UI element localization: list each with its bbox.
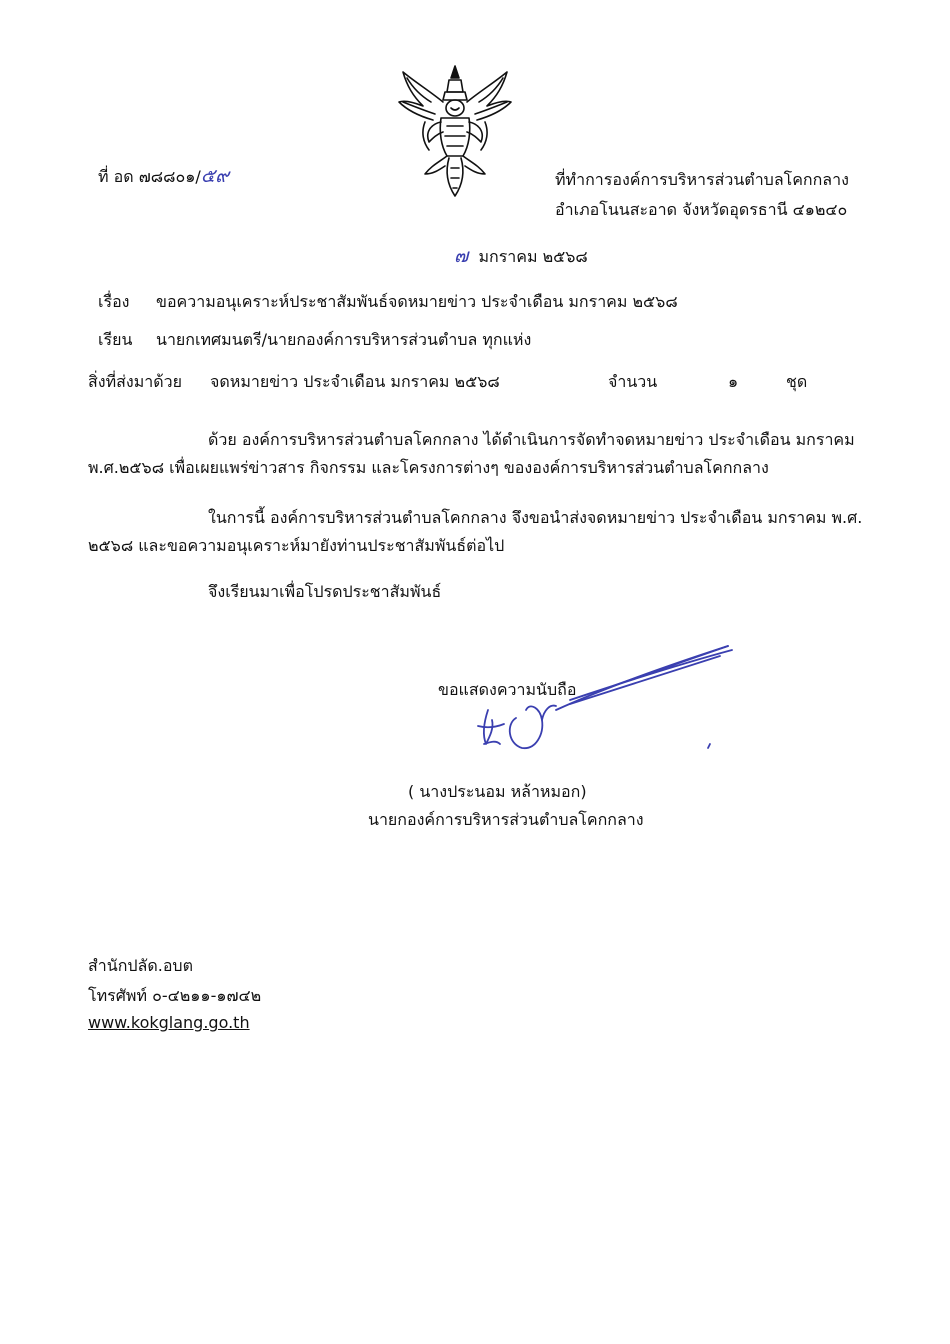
recipient-label: เรียน [98,330,133,349]
date-month-year: มกราคม ๒๕๖๘ [478,247,588,266]
reference-handwritten-number: ๕๙ [200,165,230,187]
reference-prefix: ที่ อด ๗๘๘๐๑/ [98,167,201,186]
paragraph2-line1: ในการนี้ องค์การบริหารส่วนตำบลโคกกลาง จึงขอนำส่งจดหมายข่าว ประจำเดือน มกราคม พ.ศ. [208,508,863,527]
footer-department: สำนักปลัด.อบต [88,956,193,975]
signer-title: นายกองค์การบริหารส่วนตำบลโคกกลาง [368,810,644,829]
paragraph2-line2: ๒๕๖๘ และขอความอนุเคราะห์มายังท่านประชาสัมพันธ์ต่อไป [88,536,505,555]
date-handwritten-day: ๗ [454,245,469,267]
closing-regards: ขอแสดงความนับถือ [438,680,577,699]
reference-number [98,166,229,187]
subject-label: เรื่อง [98,292,130,311]
enclosure-label: สิ่งที่ส่งมาด้วย [88,372,182,391]
handwritten-signature-icon [470,640,740,770]
paragraph3: จึงเรียนมาเพื่อโปรดประชาสัมพันธ์ [208,582,442,601]
enclosure-quantity-value: ๑ [728,372,739,391]
signer-name: ( นางประนอม หล้าหมอก) [408,782,587,801]
garuda-emblem-icon [395,62,515,202]
footer-phone: โทรศัพท์ ๐-๔๒๑๑-๑๗๔๒ [88,986,262,1005]
office-address-line2: อำเภอโนนสะอาด จังหวัดอุดรธานี ๔๑๒๔๐ [555,200,848,219]
subject-text: ขอความอนุเคราะห์ประชาสัมพันธ์จดหมายข่าว ประจำเดือน มกราคม ๒๕๖๘ [156,292,678,311]
paragraph1-line2: พ.ศ.๒๕๖๘ เพื่อเผยแพร่ข่าวสาร กิจกรรม และโครงการต่างๆ ขององค์การบริหารส่วนตำบลโคกกลาง [88,458,769,477]
footer-website-link[interactable]: www.kokglang.go.th [88,1013,250,1032]
paragraph1-line1: ด้วย องค์การบริหารส่วนตำบลโคกกลาง ได้ดำเนินการจัดทำจดหมายข่าว ประจำเดือน มกราคม [208,430,855,449]
enclosure-quantity-label: จำนวน [608,372,658,391]
enclosure-quantity-unit: ชุด [786,372,808,391]
letter-date [454,246,588,267]
recipient-text: นายกเทศมนตรี/นายกองค์การบริหารส่วนตำบล ทุกแห่ง [156,330,532,349]
enclosure-text: จดหมายข่าว ประจำเดือน มกราคม ๒๕๖๘ [210,372,500,391]
office-address-line1: ที่ทำการองค์การบริหารส่วนตำบลโคกกลาง [555,170,849,189]
